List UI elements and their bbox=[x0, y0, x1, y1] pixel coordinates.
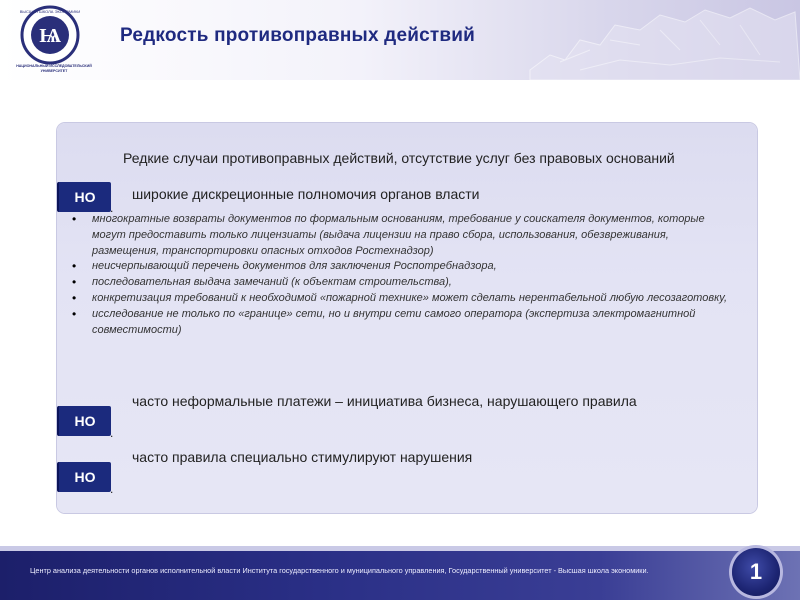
examples-list bbox=[72, 212, 732, 338]
footer-band bbox=[0, 551, 800, 600]
list-item: • последовательная выдача замечаний (к объектам строительства), bbox=[72, 275, 732, 291]
logo-caption: НАЦИОНАЛЬНЫЙ ИССЛЕДОВАТЕЛЬСКИЙ УНИВЕРСИТЕТ bbox=[16, 64, 92, 73]
dot-2: . bbox=[110, 426, 114, 440]
dot-1: . bbox=[110, 201, 114, 215]
list-item: • неисчерпывающий перечень документов для заключения Роспотребнадзора, bbox=[72, 259, 732, 275]
no-badge-1: НО bbox=[57, 182, 111, 212]
list-item: • конкретизация требований к необходимой «пожарной технике» может сделать нерентабельной любую лесозаготовку, bbox=[72, 291, 732, 307]
list-item: • исследование не только по «границе» сети, но и внутри сети самого оператора (экспертиза электромагнитной совместимости) bbox=[72, 307, 732, 339]
point-informal-payments: часто неформальные платежи – инициатива бизнеса, нарушающего правила bbox=[132, 393, 637, 409]
point-rules-stimulate: часто правила специально стимулируют нарушения bbox=[132, 449, 473, 465]
dot-3: . bbox=[110, 482, 114, 496]
page-number: 1 bbox=[732, 548, 780, 596]
hse-logo bbox=[20, 5, 80, 65]
page-title: Редкость противоправных действий bbox=[120, 25, 476, 46]
svg-text:ВЫСШАЯ ШКОЛА ЭКОНОМИКИ: ВЫСШАЯ ШКОЛА ЭКОНОМИКИ bbox=[20, 9, 80, 14]
lead-statement: Редкие случаи противоправных действий, отсутствие услуг без правовых оснований bbox=[123, 150, 675, 166]
map-decoration bbox=[520, 0, 800, 80]
footer-text: Центр анализа деятельности органов исполнительной власти Института государственного и муниципального управления, Государственный университет - Высшая школа экономики. bbox=[30, 566, 649, 575]
header-band bbox=[0, 0, 800, 80]
svg-text:Ѩ: Ѩ bbox=[39, 25, 61, 47]
list-item: • многократные возвраты документов по формальным основаниям, требование у соискателя документов, которые могут предоставить только лицензиаты (выдача лицензии на право сбора, использования, обезвреживания, размещения, транспортировки опасных отходов Ростехнадзор) bbox=[72, 212, 732, 259]
point-discretionary-powers: широкие дискреционные полномочия органов власти bbox=[132, 186, 480, 202]
no-badge-2: НО bbox=[57, 406, 111, 436]
no-badge-3: НО bbox=[57, 462, 111, 492]
